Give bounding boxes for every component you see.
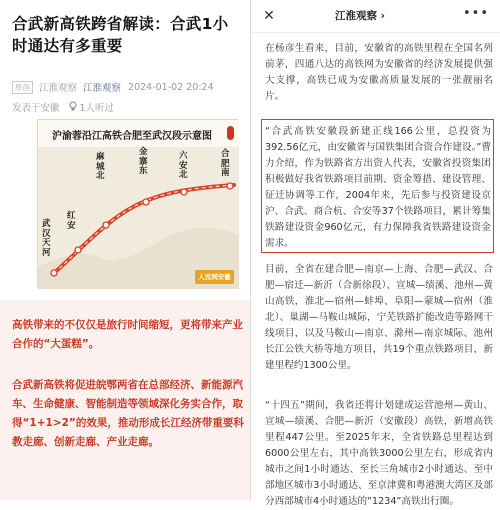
station-dot: [51, 270, 57, 276]
left-article-panel: [0, 0, 250, 500]
original-tag: 原创: [12, 81, 33, 94]
station-dot: [227, 183, 233, 189]
station-dot: [75, 247, 81, 253]
station-label: 合肥南: [221, 149, 230, 178]
map-header: [38, 120, 239, 147]
publish-location: 发表于安徽: [12, 103, 60, 114]
map-title: 沪渝蓉沿江高铁合肥至武汉段示意图: [52, 131, 212, 142]
station-label: 红安: [67, 211, 76, 231]
station-label: 武汉天河: [42, 219, 51, 258]
station-dot: [143, 199, 149, 205]
account-title-link[interactable]: 江淮观察 ›: [335, 10, 385, 22]
article-meta: [12, 80, 214, 94]
station-dot: [181, 189, 187, 195]
station-label: 六安北: [179, 151, 188, 180]
more-icon[interactable]: •••: [463, 6, 490, 21]
paragraph-boxed: “合武高铁安徽段新建正线166公里，总投资为392.56亿元，由安徽省与国铁集团合资合作建设。”曹力介绍，作为铁路省方出资人代表，安徽省投资集团积极做好我省铁路项目前期、资金筹措、建设管理、征迁协调等工作，2004年来，先后参与投资建设京沪、合武、商合杭、合安等37个铁路项目，累计筹集铁路建设资金960亿元，有力保障我省铁路建设资金需求。: [265, 126, 491, 249]
right-article-panel: [251, 0, 500, 507]
publish-datetime: 2024-01-02 20:24: [128, 81, 214, 93]
map-logo-icon: [227, 126, 234, 140]
article-title: 合武新高铁跨省解读：合武1小时通达有多重要: [12, 15, 229, 55]
article-meta-secondary: [12, 100, 114, 114]
paragraph-lines: 目前，全省在建合肥—南京—上海、合肥—武汉、合肥—宿迁—新沂（合新徐段）、宣城—绩溪、池州—黄山高铁，淮北—宿州—蚌埠、阜阳—蒙城—宿州（淮北）、巢湖—马鞍山城际，宁芜铁路扩能改造等路网干线项目，以及马鞍山—南京、滁州—南京城际、池州长江公铁大桥等地方项目，共19个重点铁路项目，新建里程约1300公里。: [265, 264, 493, 371]
listen-count[interactable]: 1人听过: [79, 103, 115, 114]
highlight-paragraph-1: 高铁带来的不仅仅是旅行时间缩短，更将带来产业合作的“大蛋糕”。: [12, 319, 243, 350]
station-label: 金寨东: [139, 147, 148, 176]
station-label: 麻城北: [96, 152, 105, 181]
paragraph-intro: 在杨彦生看来，目前，安徽省的高铁里程在全国名列前茅，四通八达的高铁网为安徽省的经济发展提供强大支撑，高铁已成为安徽高质量发展的一张靓丽名片。: [265, 43, 493, 102]
highlight-paragraph-2: 合武新高铁将促进皖鄂两省在总部经济、新能源汽车、生命健康、智能制造等领域深化务实合作，取得“1+1>2”的效果，推动形成长江经济带重要科教走廊、创新走廊、产业走廊。: [12, 379, 244, 448]
route-map-image[interactable]: [37, 119, 238, 288]
source-badge: 人民网安徽: [195, 270, 234, 284]
headphone-icon: [68, 101, 78, 114]
top-bar: [251, 0, 500, 33]
close-icon[interactable]: ✕: [263, 8, 275, 24]
author-name: 江淮观察: [39, 83, 78, 94]
paragraph-plan: “十四五”期间，我省还将计划建成运营池州—黄山、宣城—绩溪、合肥—新沂（安徽段）高铁，新增高铁里程447公里。至2025年末，全省铁路总里程达到6000公里左右，其中高铁3000公里左右，形成省内城市之间1小时通达、至长三角城市2小时通达、至中部地区城市3小时通达、至京津冀和粤港澳大湾区及部分西部城市4小时通达的“1234”高铁出行圈。: [265, 400, 493, 507]
station-dot: [103, 222, 109, 228]
account-link[interactable]: 江淮观察: [83, 83, 122, 94]
